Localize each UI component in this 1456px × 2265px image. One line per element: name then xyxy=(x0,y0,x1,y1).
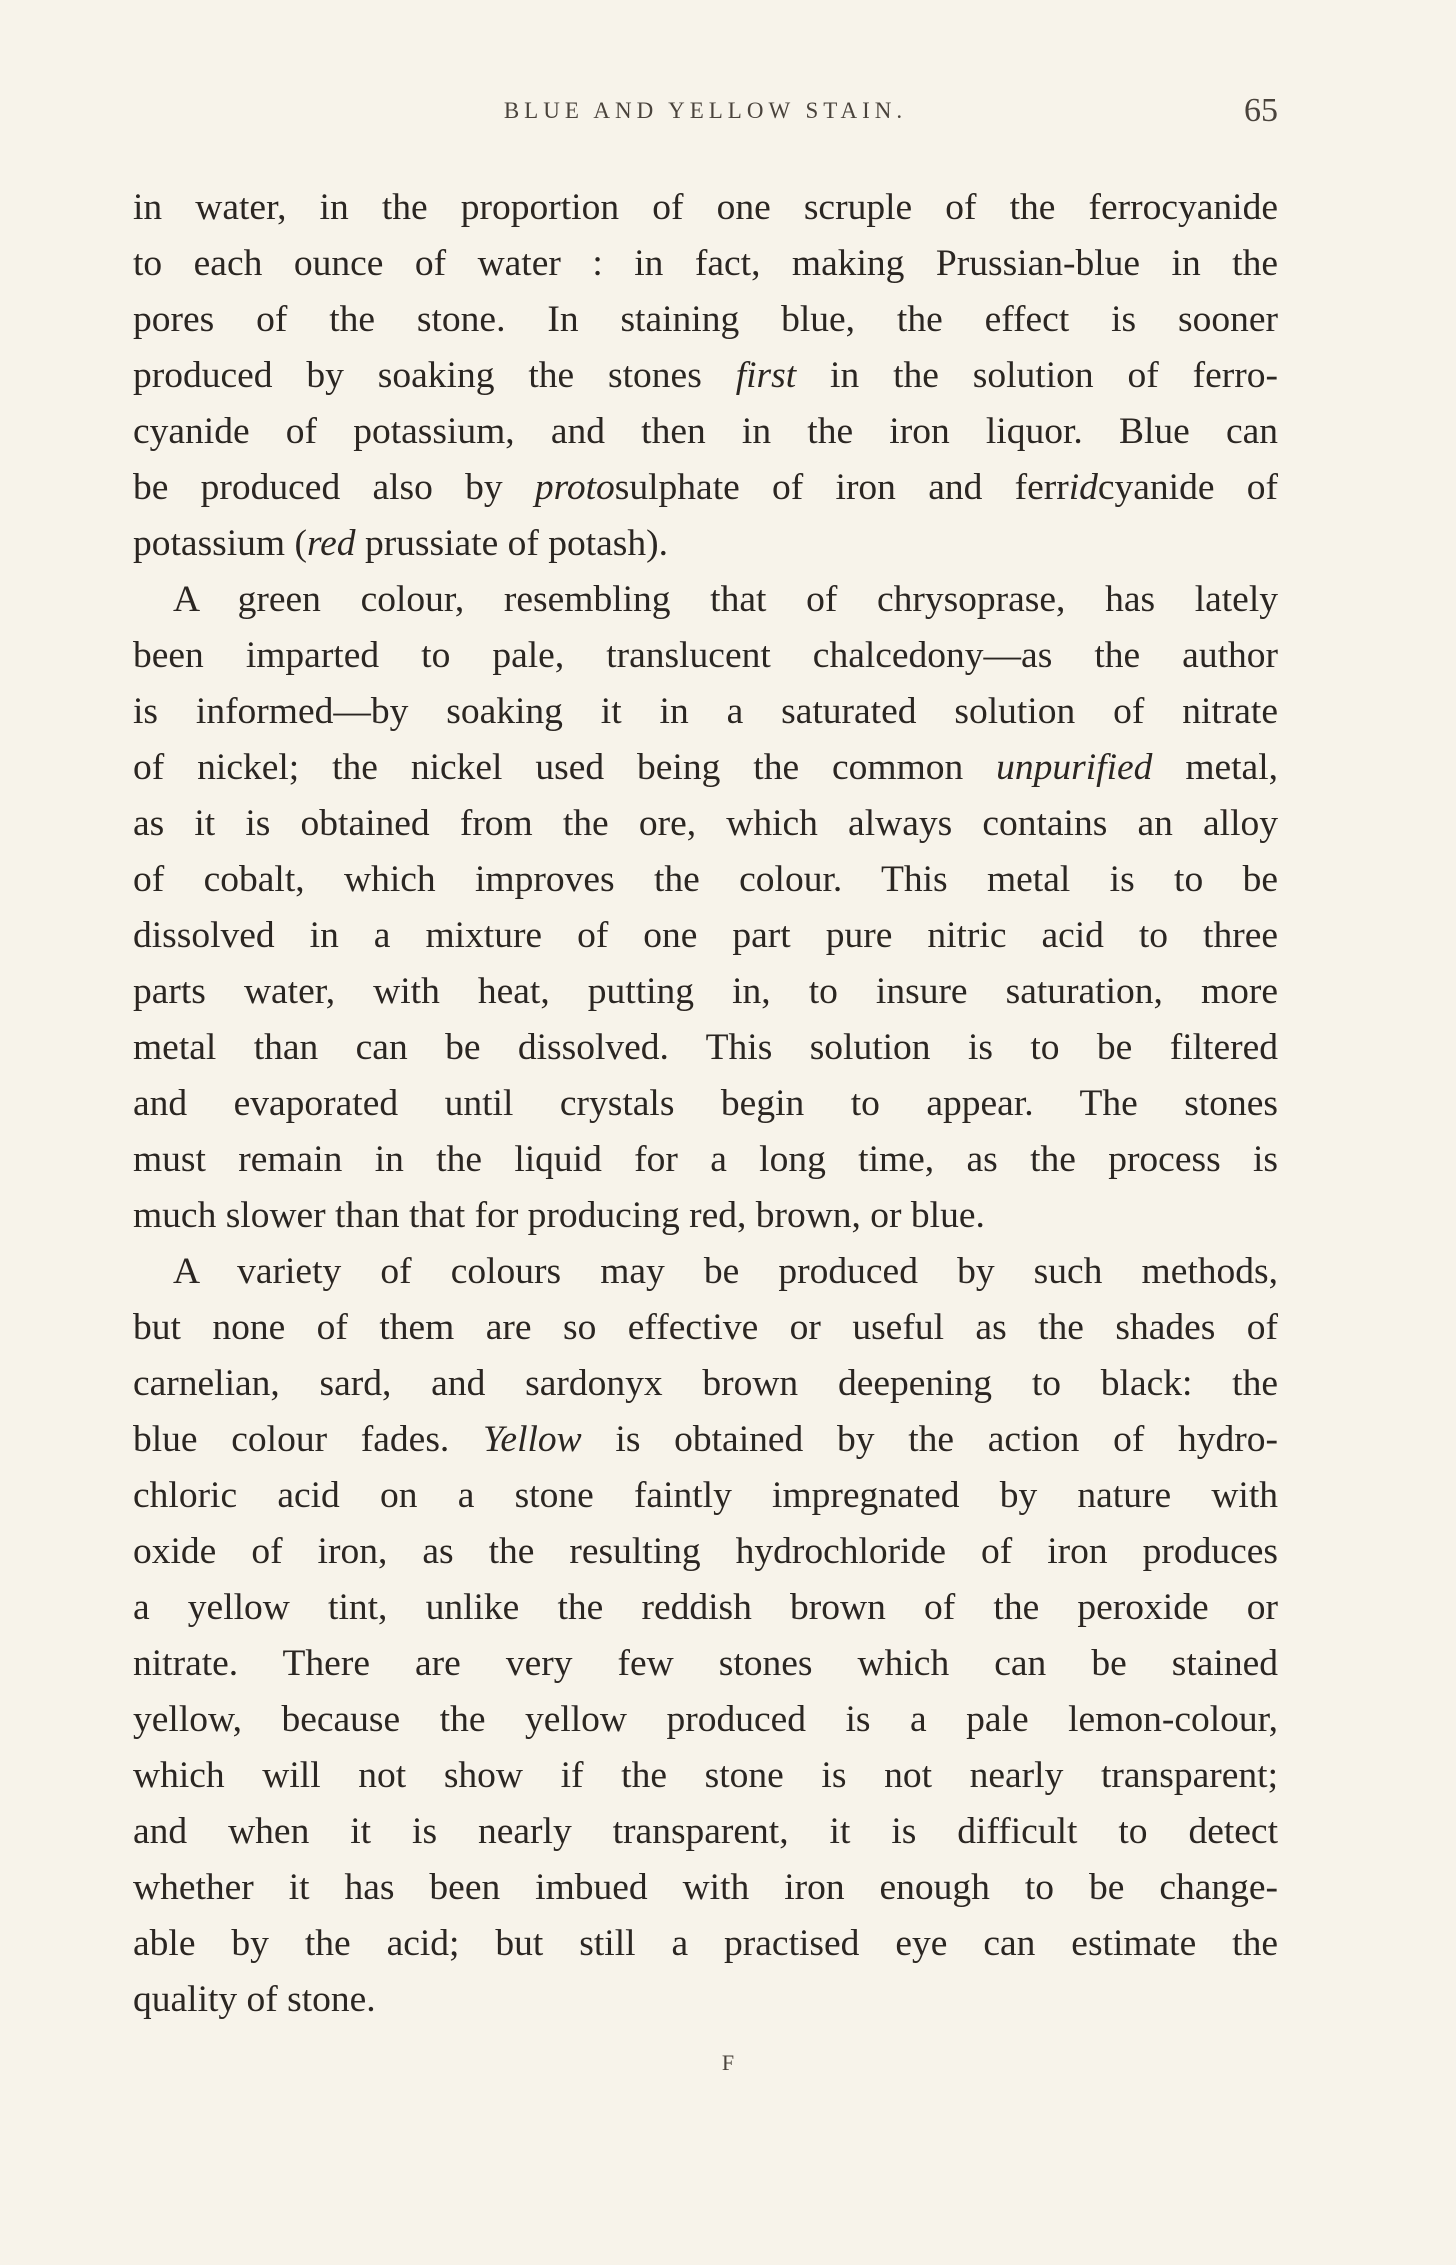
text-line xyxy=(133,1916,1278,1972)
text-line xyxy=(133,1468,1278,1524)
text-segment: carnelian, sard, and sardonyx brown deepening to black: the xyxy=(133,1363,1278,1404)
text-segment: which will not show if the stone is not nearly transparent; xyxy=(133,1755,1278,1796)
text-line xyxy=(133,1748,1278,1804)
text-line xyxy=(133,1524,1278,1580)
text-segment: potassium ( xyxy=(133,523,307,564)
text-segment: much slower than that for producing red, brown, or blue. xyxy=(133,1195,985,1236)
text-line xyxy=(133,908,1278,964)
text-line xyxy=(133,236,1278,292)
text-line xyxy=(133,180,1278,236)
text-line xyxy=(133,1580,1278,1636)
text-line xyxy=(133,1132,1278,1188)
text-segment: first xyxy=(735,355,797,396)
text-segment: A green colour, resembling that of chrysoprase, has lately xyxy=(173,579,1278,620)
paragraph xyxy=(133,572,1278,1244)
text-line xyxy=(133,628,1278,684)
text-segment: chloric acid on a stone faintly impregnated by nature with xyxy=(133,1475,1278,1516)
text-segment: nitrate. There are very few stones which can be stained xyxy=(133,1643,1278,1684)
text-line xyxy=(133,1804,1278,1860)
text-line xyxy=(133,1972,1278,2028)
signature-mark: F xyxy=(721,2050,735,2075)
text-segment: prussiate of potash). xyxy=(355,523,668,564)
text-segment: Yellow xyxy=(483,1419,582,1460)
text-segment: oxide of iron, as the resulting hydrochloride of iron produces xyxy=(133,1531,1278,1572)
text-segment: of nickel; the nickel used being the common xyxy=(133,747,997,788)
text-segment: is informed—by soaking it in a saturated solution of nitrate xyxy=(133,691,1278,732)
text-segment: pores of the stone. In staining blue, the effect is sooner xyxy=(133,299,1278,340)
text-segment: a yellow tint, unlike the reddish brown of the peroxide or xyxy=(133,1587,1278,1628)
text-segment: been imparted to pale, translucent chalcedony—as the author xyxy=(133,635,1278,676)
text-segment: proto xyxy=(534,467,615,508)
text-segment: must remain in the liquid for a long time, as the process is xyxy=(133,1139,1278,1180)
text-line xyxy=(133,1188,1278,1244)
text-segment: be produced also by xyxy=(133,467,535,508)
running-title: BLUE AND YELLOW STAIN. xyxy=(503,98,908,123)
text-line xyxy=(133,1860,1278,1916)
body-text xyxy=(133,180,1278,2028)
text-line xyxy=(133,740,1278,796)
text-line xyxy=(133,1356,1278,1412)
text-segment: whether it has been imbued with iron enough to be change- xyxy=(133,1867,1278,1908)
text-line xyxy=(133,684,1278,740)
text-line xyxy=(133,1244,1278,1300)
text-segment: quality of stone. xyxy=(133,1979,376,2020)
text-line xyxy=(133,852,1278,908)
text-segment: to each ounce of water : in fact, making Prussian-blue in the xyxy=(133,243,1278,284)
text-line xyxy=(133,460,1278,516)
text-segment: of cobalt, which improves the colour. This metal is to be xyxy=(133,859,1278,900)
text-segment: dissolved in a mixture of one part pure nitric acid to three xyxy=(133,915,1278,956)
text-line xyxy=(133,1020,1278,1076)
running-head xyxy=(133,92,1278,138)
text-segment: is obtained by the action of hydro- xyxy=(581,1419,1278,1460)
text-line xyxy=(133,1300,1278,1356)
text-segment: parts water, with heat, putting in, to insure saturation, more xyxy=(133,971,1278,1012)
text-segment: produced by soaking the stones xyxy=(133,355,736,396)
text-segment: metal than can be dissolved. This solution is to be filtered xyxy=(133,1027,1278,1068)
text-segment: in the solution of ferro- xyxy=(796,355,1278,396)
text-line xyxy=(133,404,1278,460)
text-line xyxy=(133,1076,1278,1132)
paragraph xyxy=(133,1244,1278,2028)
text-segment: cyanide of potassium, and then in the iron liquor. Blue can xyxy=(133,411,1278,452)
text-segment: in water, in the proportion of one scruple of the ferrocyanide xyxy=(133,187,1278,228)
text-segment: id xyxy=(1068,467,1098,508)
text-line xyxy=(133,516,1278,572)
page-number: 65 xyxy=(1244,92,1278,129)
text-segment: yellow, because the yellow produced is a pale lemon-colour, xyxy=(133,1699,1278,1740)
text-segment: metal, xyxy=(1152,747,1278,788)
text-line xyxy=(133,292,1278,348)
text-segment: as it is obtained from the ore, which always contains an alloy xyxy=(133,803,1278,844)
text-line xyxy=(133,348,1278,404)
text-segment: unpurified xyxy=(996,747,1153,788)
text-segment: red xyxy=(306,523,356,564)
text-segment: A variety of colours may be produced by such methods, xyxy=(173,1251,1278,1292)
text-segment: sulphate of iron and ferr xyxy=(614,467,1069,508)
text-segment: blue colour fades. xyxy=(133,1419,484,1460)
text-line xyxy=(133,572,1278,628)
text-line xyxy=(133,964,1278,1020)
text-line xyxy=(133,1412,1278,1468)
text-line xyxy=(133,1636,1278,1692)
text-line xyxy=(133,796,1278,852)
paragraph xyxy=(133,180,1278,572)
text-segment: but none of them are so effective or useful as the shades of xyxy=(133,1307,1278,1348)
text-line xyxy=(133,1692,1278,1748)
text-segment: able by the acid; but still a practised eye can estimate the xyxy=(133,1923,1278,1964)
text-segment: and when it is nearly transparent, it is difficult to detect xyxy=(133,1811,1278,1852)
text-segment: cyanide of xyxy=(1097,467,1278,508)
text-segment: and evaporated until crystals begin to appear. The stones xyxy=(133,1083,1278,1124)
